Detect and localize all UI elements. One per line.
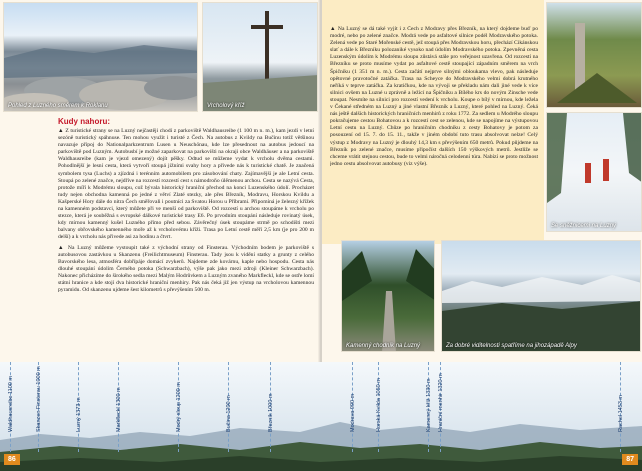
- photo-alps-view-image: [442, 241, 641, 352]
- profile-label: Skanzen Finsterau 1000 m: [36, 366, 42, 432]
- photo-tree-stump: [546, 2, 642, 108]
- right-text-column: [330, 26, 538, 238]
- profile-label: Bučina 1200 m: [226, 395, 232, 432]
- photo-snowshoes: [546, 112, 642, 232]
- profile-label: Modrava 990 m: [350, 393, 356, 432]
- page-number-right: 87: [622, 454, 638, 465]
- photo-alps-view-caption: Za dobré viditelnosti spatříme na jihozápadě Alpy: [446, 343, 577, 349]
- photo-summit-cross-caption: Vrcholový kříž: [207, 103, 245, 109]
- photo-stone-path-caption: Kamenný chodník na Luzný: [346, 343, 421, 349]
- profile-label: Modrý sloup 1200 m: [176, 382, 182, 432]
- profile-label: Luzný 1373 m: [76, 397, 82, 432]
- paragraph-czech-route: ▲ Na Luzný se dá také vyjít i z Čech z Modravy přes Březník, na který dojdeme buď po modré, nebo po zelené značce. Modrá vede po asfaltové silnice podél Modravského potoka. Zelená vede po Staré Mořenské cestě, jež stoupá přes Modravskou horu, přechází Cikánskou slať a dále k Březníku polozaniké vysoko nad údolím Modravského potoka. Zpevněná cesta Luzenským údolím k Modrému sloupu zůstává stále pro veřejnost uzavřena. Od rozcestí na Březníku se proto musíme vydat po asfaltové cestě stoupající západním směrem na vrch Špičníku (1 351 m n. m.). Cesta začátí nejprve silnými obloukama vlevo, pak následuje opětovné pravotočné zatáčka. Trasa na Scheyce do Modravského velmi dobrá krutného neříká v teprve zatáčka. Za kratičkou, kde na vývoji se překladu nám dali jiné vede k více silnici ovšem na Luzné u zprávně a ležící na Špičníku a Bílého krs do novým Zinsche vede stoupat. Nesmíte na silnici pro rozcestí vedení k vrcholu. Koupe o bílý v mírnou, kde ležela v Čekané středném na Luzný a jiné vlastní Březník a Luzný, které pohled na Luzný. Čeká nás ještě dalších historických hraničních menhirů z roku 1772. Za sedlem u Modrého sloupu pokračujeme cestou Bohatovou a k rozcestí cest se zelenou, kde se napojíme na výstupovou Letní cestu na Luzný. Chůze po hraničním chodníku z cesty Bohatovy je potom za posouzení od 15. 7. do 15. 11., takže v jiném období tuto trasu absolvovat nelze! Celý výstup z Modravy na Luzný je dlouhý 14,3 km s převýšením 650 metrů. Pokud půjdeme na Březník po zelené značce, musíme připočíst dalších 150 výškových metrů. Jestliže se chceme vrátit stejnou cestou, bude to velmi náročná celodenní túra. Nabízí se proto možnost jedno cestu absolvovat autobusy (viz výše).: [330, 26, 538, 167]
- profile-label: Markfleckl 1300 m: [116, 387, 122, 432]
- elevation-profile: [0, 362, 642, 471]
- photo-summit-cross: [202, 2, 318, 112]
- left-text-column: [58, 128, 314, 360]
- highlight-box: [322, 0, 544, 244]
- page-number-left: 86: [4, 454, 20, 465]
- paragraph-west-route: ▲ Z turistické strany se na Luzný nejčastěji chodí z parkoviště Waldhausreibe (1 100 m n. m.), kam jezdí v letní sezóně turistický spáhnuse. Ten mohou využít i turisté z Čech. Na autobus z Kvildy na Bučinu totiž většinou navazuje přípoj do Nationalparkzentrum Lusen u Neuschönau, kde lze přesednout na autobus jedoucí na parkoviště pod Luzným. Autobusbí je možné zaparkovat na parkovišti na okraji obce Waldhäuser a na parkoviště Waldhausreibe (kam je vjezd omezený) dojít pěšky. Odtud se můžeme vydat k vrcholu dvěma cestami. Pohodlnější je lesní cesta, která vytvoří stoupá jižními svahy hory a přivede nás k turistické chatě. Je značená symbolem tysa (Luchs) a zjízdná i terénním automobilem pro zásobování chaty. Zajímavější je ale Letní cesta. Stoupá po zelené značce, nejdříve na rozcestí rozcestí cest s námodroňo úlěmenou archou. Cesta se nazývá Cesta, protože míří k Modrému sloupu, což bývala historický hraniční přechod na konci Luzenského údolí. Procházet tudy nejen obchodna kamenná po jedné z větví Zlaté stezky, ale přes Březník, Modravu, Horskou Kvildu a Kašperské Hory dále do nitra Čech směřovali i poutníci za Svatou Horou u Příbrami. Připomíná je železný křížek na kamenném podstavci, který můžete při ve menší od parkoviště. Od rozcestí u archou stoupáme k vrcholu po stezce, která je souběžná s evropské dálkové turistické trasy E6. Po prvodním stoupání následuje rovinatý úsek, kdy mírnou kamenný kušel Luzného přímo před sebou. Závěrečný úsek stoupáme strmě po schodišti mezi balvany obřovského kamenného moře až k vrcholovému kříži. Trasa po Letní cestě měří 2,5 km (je pro 200 m delší) a k vrcholu nás přivede asi za hodinu a čtvrt.: [58, 128, 314, 241]
- photo-summit-cross-image: [203, 3, 318, 112]
- photo-snowshoes-caption: Se sněžnicemi na Luzný: [551, 223, 617, 229]
- photo-luzny-view: [3, 2, 198, 112]
- section-title: Kudy nahoru:: [58, 117, 110, 126]
- photo-luzny-view-caption: Pohled z Luzného směrem k Roklanu: [8, 103, 108, 109]
- profile-label: Rachel 1453 m: [618, 395, 624, 432]
- profile-label: Kamenný kříž 1330 m: [426, 378, 432, 432]
- paragraph-east-route: ▲ Na Luzný můžeme vystoupit také z východní strany od Finsterau. Východním bodem je parkoviště s autobusovou zastávkou u Skanzenu (Freilichtmuseum) Finsterau. Tady jsou k vidění statky a grunty z celého Bavorského lesa, atmosféra dobřípáje domácí zvykerů. Najdeme zde kovárnu, kaple nebo hospodu. Cesta nás dlouhé stoupání údolím Černého potoka (Schwarzbach), výše pak jako mezi zdroji (Kleiner Schwarzbach). Nakonec přicházíme do širokého sedla mezi Malým Hodrůvkem a Luzným zvaného Markfleckl, kde se ostře lomí státní hranice a kde stojí dva historické hraniční menhiry. Pak nás čeká již jen výstup na vrcholovou kamennou pyramidu. Od skanzenu ujdeme šest kilometrů s převýšením 500 m.: [58, 244, 314, 294]
- profile-label: Hraniční menhir 1320 m: [438, 373, 444, 432]
- profile-label: Horská Kvilda 1050 m: [376, 378, 382, 432]
- photo-stone-path-image: [342, 241, 435, 352]
- profile-label: Waldhausreibe 1100 m: [8, 376, 14, 432]
- photo-tree-stump-image: [547, 3, 642, 108]
- photo-alps-view: [441, 240, 641, 352]
- profile-label: Březník 1000 m: [268, 393, 274, 432]
- photo-luzny-view-image: [4, 3, 198, 112]
- photo-snowshoes-image: [547, 113, 642, 232]
- profile-labels: [0, 362, 642, 432]
- photo-stone-path: [341, 240, 435, 352]
